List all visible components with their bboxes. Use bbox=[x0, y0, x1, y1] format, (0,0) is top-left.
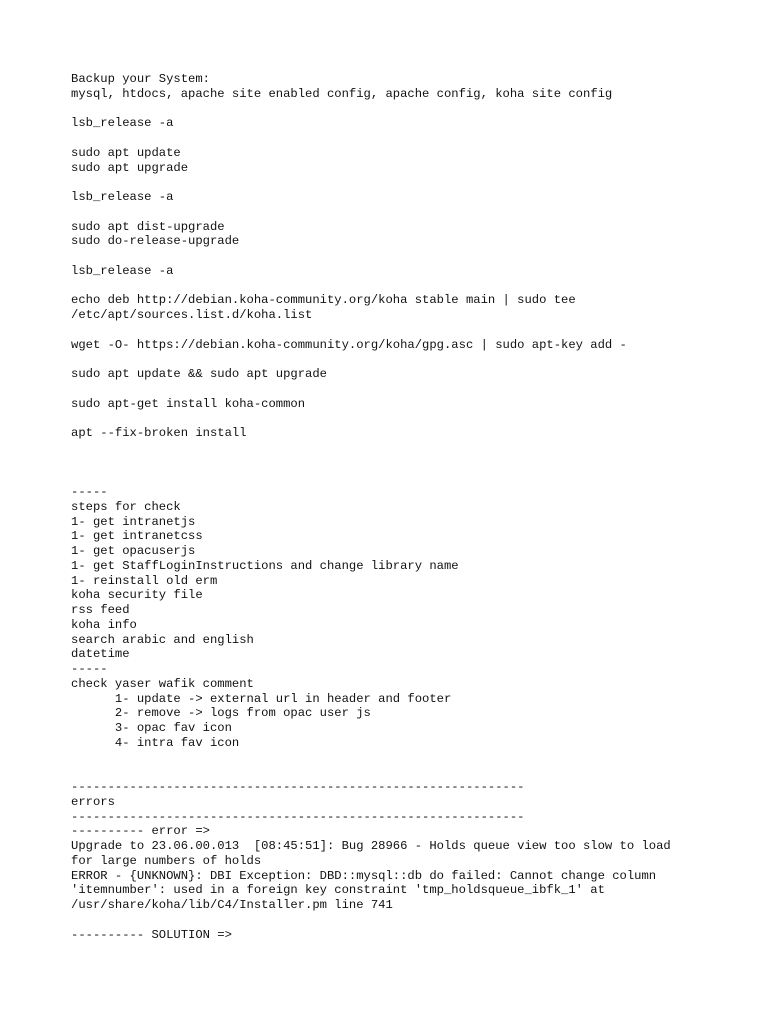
blank-line bbox=[71, 751, 671, 766]
blank-line bbox=[71, 249, 671, 264]
text-line: 1- reinstall old erm bbox=[71, 573, 218, 588]
text-line: /usr/share/koha/lib/C4/Installer.pm line 741 bbox=[71, 898, 393, 912]
text-line: sudo apt update && sudo apt upgrade bbox=[71, 367, 327, 381]
text-line: sudo apt upgrade bbox=[71, 160, 189, 175]
text-line: 2- remove -> logs from opac user js bbox=[71, 706, 371, 721]
text-line: sudo do-release-upgrade bbox=[71, 234, 240, 249]
blank-line bbox=[71, 382, 671, 397]
text-line: ---------- SOLUTION => bbox=[71, 927, 232, 942]
text-line: ---------- error => bbox=[71, 824, 210, 839]
blank-line bbox=[71, 470, 671, 485]
blank-line bbox=[71, 765, 671, 780]
document-text bbox=[71, 72, 671, 942]
text-line: -------------------------------------------------------------- bbox=[71, 809, 525, 824]
text-line: wget -O- https://debian.koha-community.org/koha/gpg.asc | sudo apt-key add - bbox=[71, 337, 627, 352]
blank-line bbox=[71, 279, 671, 294]
blank-line bbox=[71, 131, 671, 146]
text-line: for large numbers of holds bbox=[71, 853, 262, 868]
text-line: 1- get StaffLoginInstructions and change library name bbox=[71, 558, 459, 573]
text-line: koha security file bbox=[71, 588, 203, 603]
text-line: 1- get intranetcss bbox=[71, 529, 203, 544]
text-line: ERROR - {UNKNOWN}: DBI Exception: DBD::mysql::db do failed: Cannot change column bbox=[71, 868, 657, 883]
text-line: lsb_release -a bbox=[71, 116, 174, 131]
text-line: search arabic and english bbox=[71, 632, 254, 647]
text-line: 1- get intranetjs bbox=[71, 514, 196, 529]
blank-line bbox=[71, 456, 671, 471]
text-line: errors bbox=[71, 794, 115, 809]
blank-line bbox=[71, 441, 671, 456]
text-line: datetime bbox=[71, 647, 130, 662]
text-line: ----- bbox=[71, 485, 108, 499]
text-line: sudo apt dist-upgrade bbox=[71, 219, 225, 234]
blank-line bbox=[71, 411, 671, 426]
text-line: check yaser wafik comment bbox=[71, 676, 254, 691]
text-line: Backup your System: bbox=[71, 72, 210, 86]
text-line: 4- intra fav icon bbox=[71, 735, 240, 750]
text-line: ----- bbox=[71, 662, 108, 676]
text-line: 1- update -> external url in header and footer bbox=[71, 691, 452, 706]
text-line: apt --fix-broken install bbox=[71, 426, 247, 440]
text-line: Upgrade to 23.06.00.013 [08:45:51]: Bug 28966 - Holds queue view too slow to load bbox=[71, 839, 671, 853]
text-line: /etc/apt/sources.list.d/koha.list bbox=[71, 308, 313, 322]
blank-line bbox=[71, 175, 671, 190]
blank-line bbox=[71, 323, 671, 338]
text-line: -------------------------------------------------------------- bbox=[71, 780, 525, 794]
blank-line bbox=[71, 352, 671, 367]
text-line: rss feed bbox=[71, 603, 130, 617]
text-line: mysql, htdocs, apache site enabled config, apache config, koha site config bbox=[71, 86, 613, 101]
text-line: 3- opac fav icon bbox=[71, 721, 232, 735]
text-line: lsb_release -a bbox=[71, 263, 174, 278]
text-line: sudo apt-get install koha-common bbox=[71, 396, 306, 411]
blank-line bbox=[71, 102, 671, 117]
text-line: 'itemnumber': used in a foreign key constraint 'tmp_holdsqueue_ibfk_1' at bbox=[71, 883, 605, 898]
text-line: lsb_release -a bbox=[71, 190, 174, 204]
text-line: koha info bbox=[71, 617, 137, 632]
blank-line bbox=[71, 205, 671, 220]
text-line: sudo apt update bbox=[71, 145, 181, 160]
text-line: 1- get opacuserjs bbox=[71, 544, 196, 558]
text-line: echo deb http://debian.koha-community.org/koha stable main | sudo tee bbox=[71, 293, 576, 308]
text-line: steps for check bbox=[71, 499, 181, 514]
blank-line bbox=[71, 913, 671, 928]
